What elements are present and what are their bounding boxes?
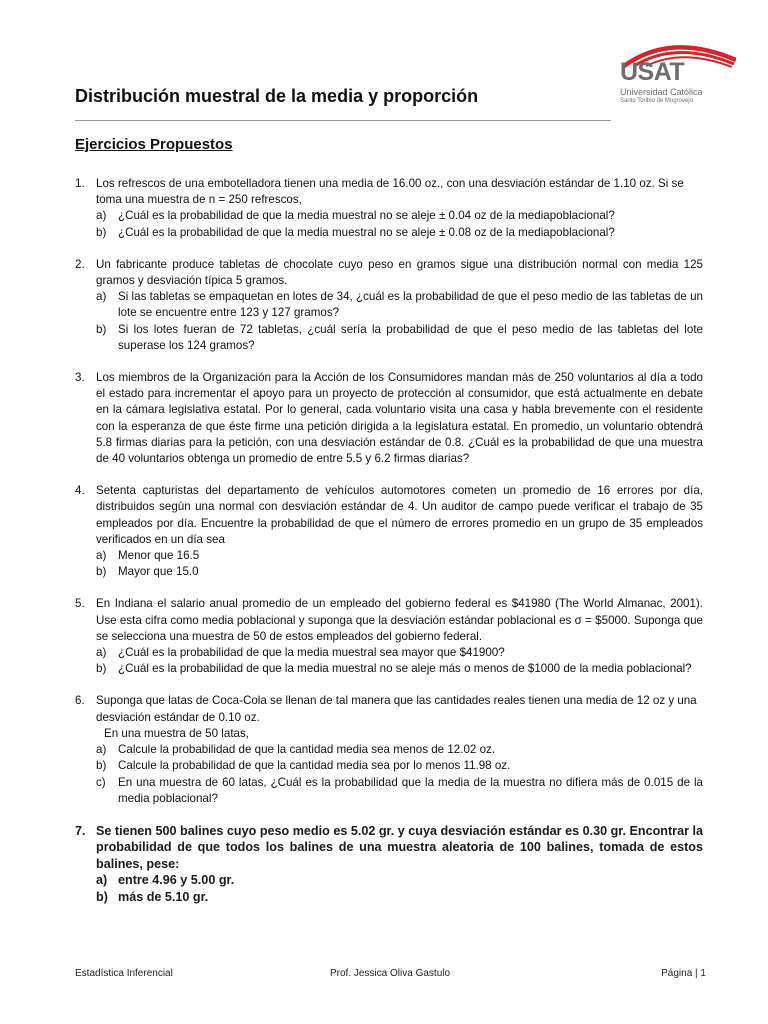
exercise-item — [75, 693, 703, 806]
exercise-subitem: a) ¿Cuál es la probabilidad de que la media muestral no se aleje ± 0.04 oz de la mediapoblacional? — [96, 209, 615, 223]
exercise-text: Se tienen 500 balines cuyo peso medio es 5.02 gr. y cuya desviación estándar es 0.30 gr. Encontrar la probabilidad de que todos los balines de una muestra aleatoria de 100 balines, tomada de estos balines, pese: — [96, 823, 703, 871]
exercise-subitem: b) ¿Cuál es la probabilidad de que la media muestral no se aleje más o menos de $1000 de la media poblacional? — [96, 662, 692, 676]
exercise-number: 3. — [75, 371, 85, 385]
section-title: Ejercicios Propuestos — [75, 136, 233, 153]
exercise-number: 4. — [75, 484, 85, 498]
exercise-number: 1. — [75, 177, 85, 190]
exercise-number: 5. — [75, 597, 85, 611]
exercise-subitem: c) En una muestra de 60 latas, ¿Cuál es la probabilidad que la media de la muestra no difiera más de 0.015 de la media poblacional? — [96, 775, 703, 805]
exercise-subitem: b) Mayor que 15.0 — [96, 565, 199, 579]
exercise-text: Setenta capturistas del departamento de vehículos automotores cometen un promedio de 16 errores por día, distribuidos según una normal con desviación estándar de 4. Un auditor de campo puede verificar el trabajo de 35 empleados por día. Encuentre la probabilidad de que el número de errores promedio en un grupo de 35 empleados verificados en un día sea — [96, 484, 703, 546]
footer-professor: Prof. Jessica Oliva Gastulo — [330, 968, 451, 979]
exercise-item — [75, 370, 703, 467]
exercise-subitem: a) Menor que 16.5 — [96, 549, 200, 563]
exercise-item — [75, 823, 703, 905]
exercise-number: 7. — [75, 823, 86, 838]
exercise-item — [75, 483, 703, 580]
logo-wordmark: USAT — [620, 58, 685, 86]
university-logo — [616, 38, 736, 106]
exercise-number: 6. — [75, 694, 85, 708]
exercise-text: Los miembros de la Organización para la Acción de los Consumidores mandan más de 250 voluntarios al día a todo el estado para incrementar el apoyo para un proyecto de protección al consumidor, que está actualmente en debate en la cámara legislativa estatal. Por lo general, cada voluntario visita una casa y habla brevemente con el residente con la esperanza de que éste firme una petición dirigida a la legislatura estatal. En promedio, un voluntario obtendrá 5.8 firmas diarias para la petición, con una desviación estándar de 0.8. ¿Cuál es la probabilidad de que una muestra de 40 voluntarios obtenga un promedio de entre 5.5 y 6.2 firmas diarias? — [96, 371, 703, 466]
exercise-list — [75, 176, 703, 921]
logo-line-1: Universidad Católica — [620, 87, 703, 97]
footer-page: Página | 1 — [661, 968, 706, 979]
exercise-text: Los refrescos de una embotelladora tienen una media de 16.00 oz., con una desviación estándar de 1.10 oz. Si se toma una muestra de n = 250 refrescos, — [96, 177, 684, 207]
exercise-text: En Indiana el salario anual promedio de un empleado del gobierno federal es $41980 (The World Almanac, 2001). Use esta cifra como media poblacional y suponga que la desviación estándar poblacional es σ = $5000. Suponga que se selecciona una muestra de 50 de estos empleados del gobierno federal. — [96, 597, 703, 643]
exercise-text: Un fabricante produce tabletas de chocolate cuyo peso en gramos sigue una distribución normal con media 125 gramos y desviación típica 5 gramos. — [96, 257, 703, 288]
exercise-item — [75, 176, 703, 241]
exercise-subitem: b) ¿Cuál es la probabilidad de que la media muestral no se aleje ± 0.08 oz de la mediapoblacional? — [96, 225, 615, 239]
exercise-text: Suponga que latas de Coca-Cola se llenan de tal manera que las cantidades reales tienen una media de 12 oz y una desviación estándar de 0.10 oz. — [96, 694, 697, 724]
exercise-subitem: a) ¿Cuál es la probabilidad de que la media muestral sea mayor que $41900? — [96, 646, 505, 660]
exercise-item — [75, 257, 703, 354]
exercise-text-extra: En una muestra de 50 latas, — [104, 726, 250, 740]
logo-line-2: Santo Toribio de Mogrovejo — [620, 98, 693, 104]
exercise-subitem: a) entre 4.96 y 5.00 gr. — [96, 873, 235, 888]
exercise-subitem: b) Si los lotes fueran de 72 tabletas, ¿cuál sería la probabilidad de que el peso medio de las tabletas del lote superase los 124 gramos? — [96, 322, 703, 352]
exercise-number: 2. — [75, 257, 85, 271]
footer-course: Estadística Inferencial — [75, 968, 173, 979]
document-title: Distribución muestral de la media y proporción — [75, 86, 479, 106]
exercise-subitem: b) más de 5.10 gr. — [96, 889, 209, 904]
exercise-item — [75, 596, 703, 677]
exercise-subitem: a) Calcule la probabilidad de que la cantidad media sea menos de 12.02 oz. — [96, 743, 496, 757]
header-divider — [75, 120, 611, 121]
exercise-subitem: b) Calcule la probabilidad de que la cantidad media sea por lo menos 11.98 oz. — [96, 759, 511, 773]
exercise-subitem: a) Si las tabletas se empaquetan en lotes de 34, ¿cuál es la probabilidad de que el peso medio de las tabletas de un lote se encuentre entre 123 y 127 gramos? — [96, 290, 703, 320]
